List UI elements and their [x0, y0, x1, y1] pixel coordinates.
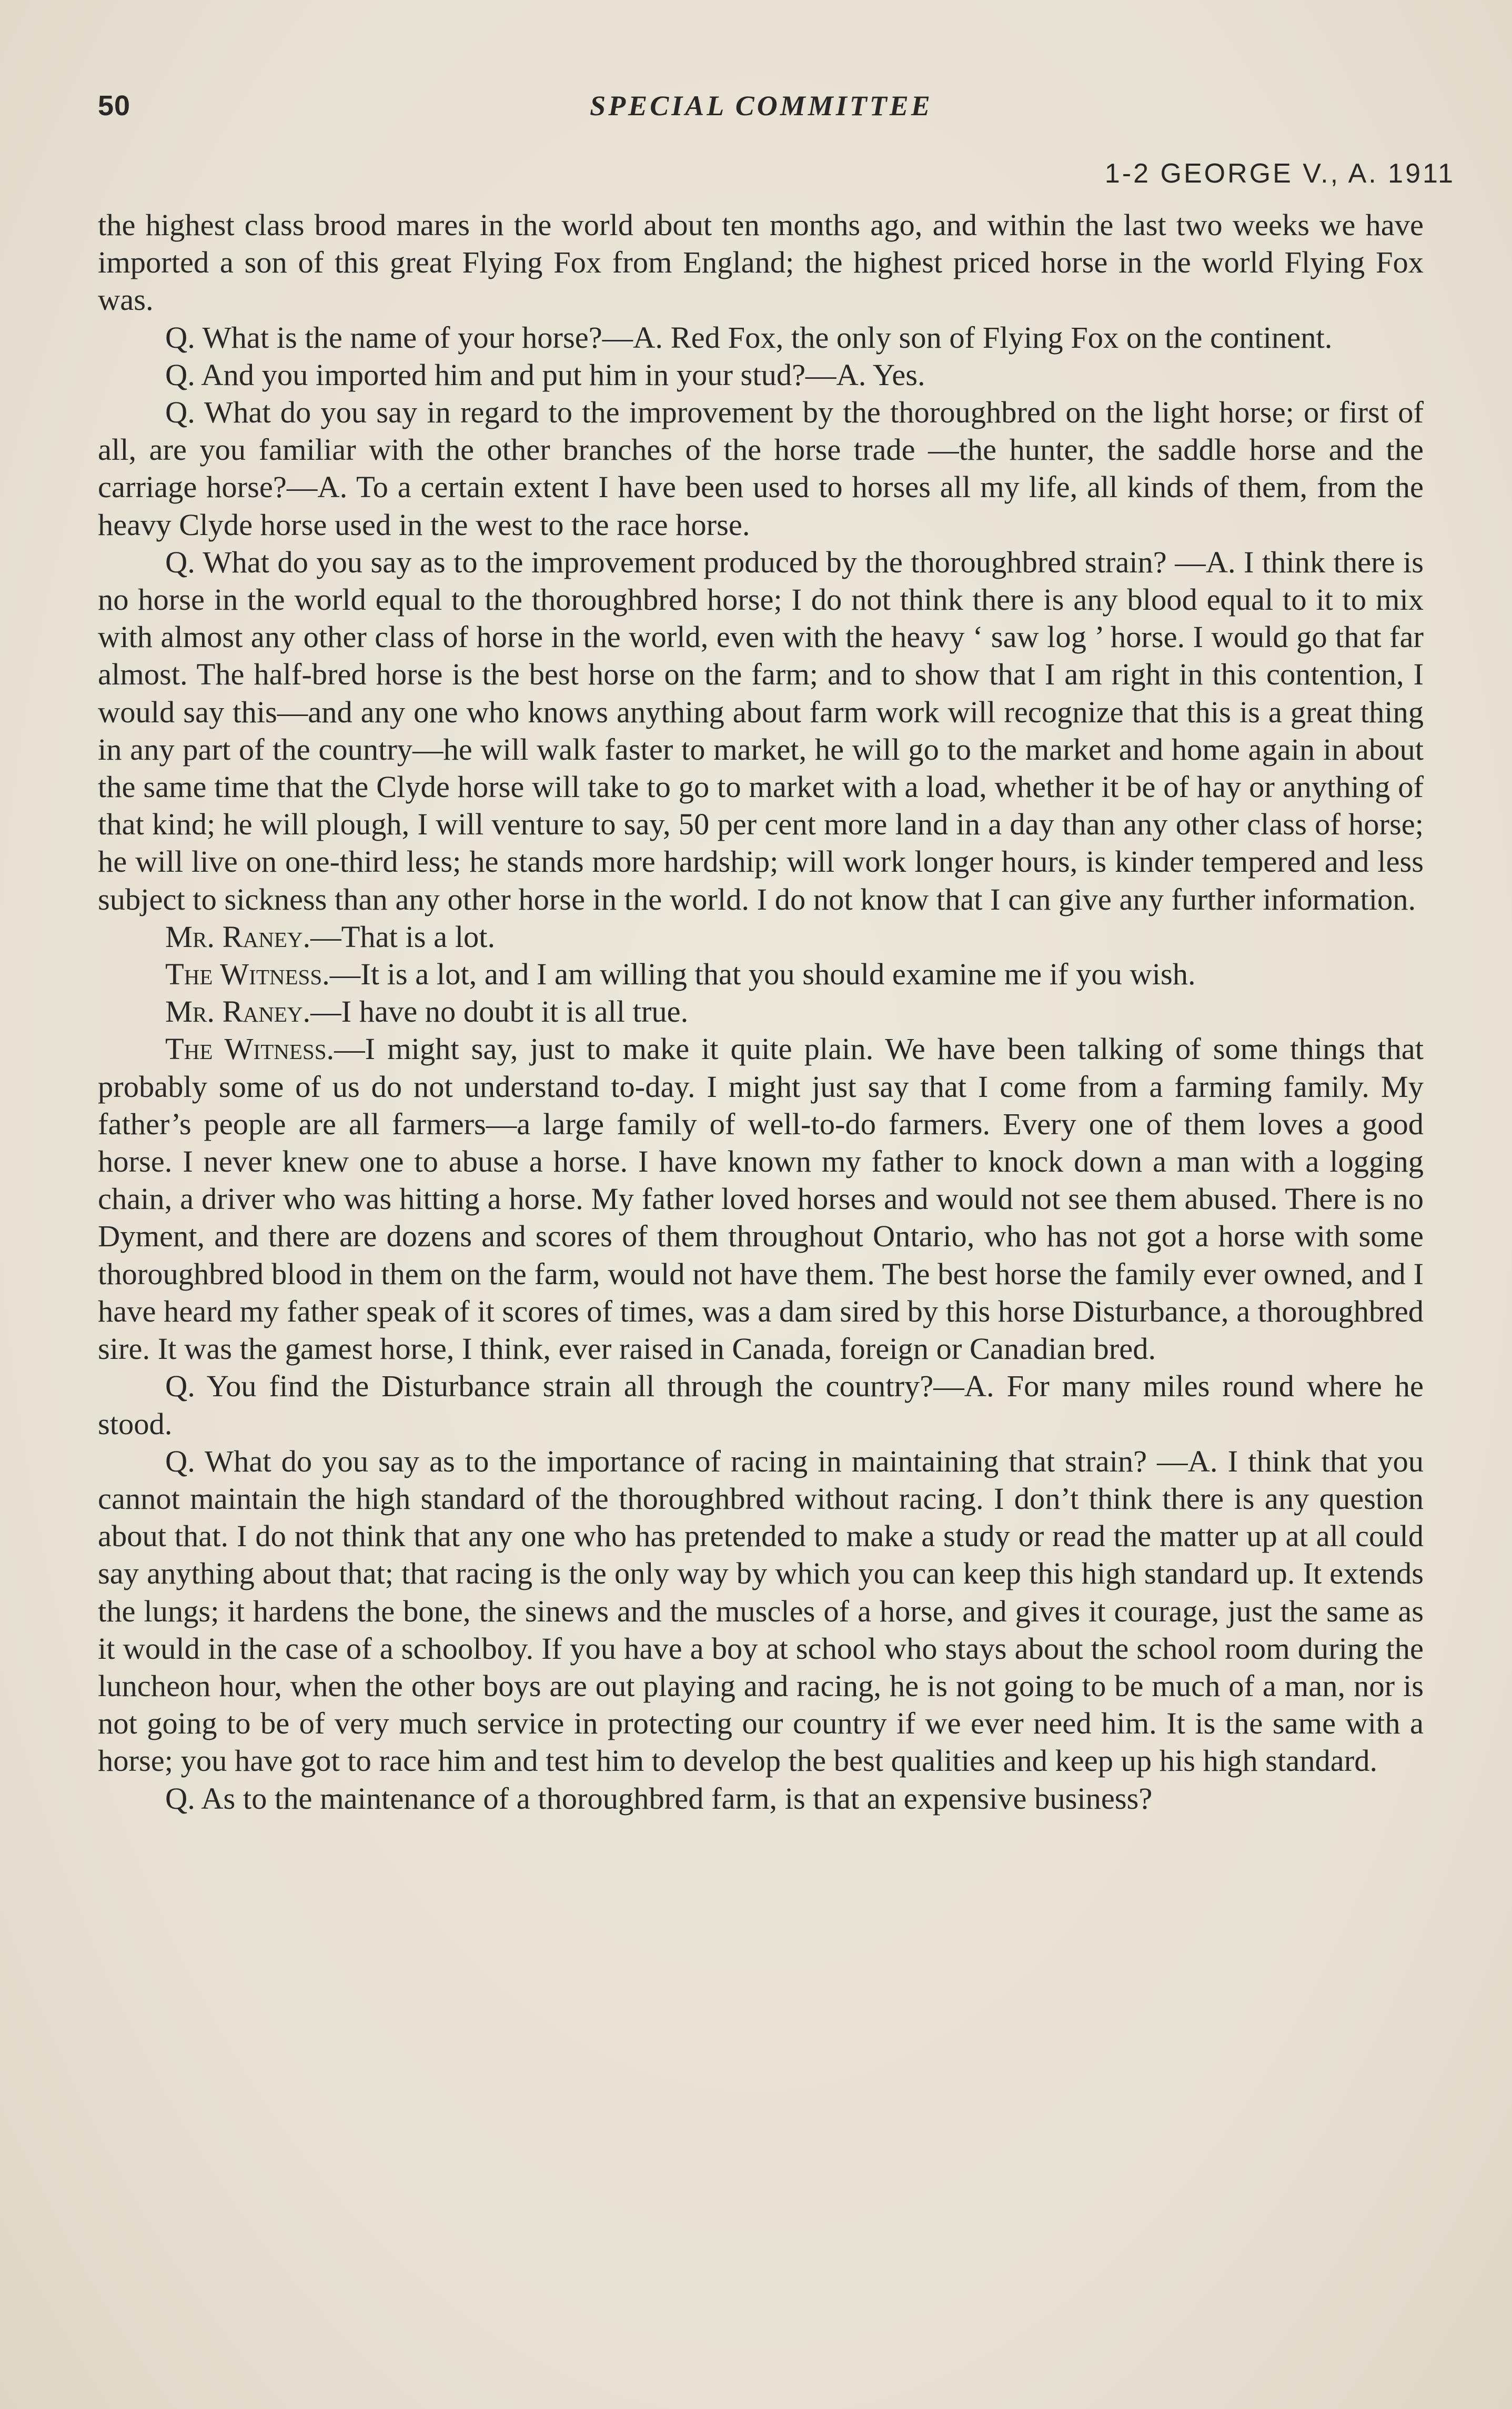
paragraph	[98, 206, 1424, 319]
speaker-name: The Witness.	[165, 1032, 335, 1066]
paragraph	[98, 543, 1424, 918]
paragraph-text: Q. What do you say as to the improvement produced by the thoroughbred strain? —A. I think there is no horse in the world equal to the thoroughbred horse; I do not think there is any blood equal to it to mix with almost any other class of horse in the world, even with the heavy ‘ saw log ’ horse. I would go that far almost. The half-bred horse is the best horse on the farm; and to show that I am right in this contention, I would say this—and any one who knows anything about farm work will recognize that this is a great thing in any part of the country—he will walk faster to market, he will go to the market and home again in about the same time that the Clyde horse will take to go to market with a load, whether it be of hay or anything of that kind; he will plough, I will venture to say, 50 per cent more land in a day than any other class of horse; he will live on one-third less; he stands more hardship; will work longer hours, is kinder tempered and less subject to sickness than any other horse in the world. I do not know that I can give any further information.	[98, 545, 1424, 916]
speaker-name: The Witness.	[165, 957, 330, 992]
paragraph	[98, 1780, 1424, 1817]
paragraph-text: —That is a lot.	[310, 919, 496, 954]
paragraph-text: —I have no doubt it is all true.	[310, 994, 689, 1029]
paragraph	[98, 993, 1424, 1030]
paragraph	[98, 1443, 1424, 1780]
paragraph-text: Q. What do you say as to the importance of racing in maintaining that strain? —A. I think that you cannot maintain the high standard of the thoroughbred without racing. I don’t think there is any question about that. I do not think that any one who has pretended to make a study or read the matter up at all could say anything about that; that racing is the only way by which you can keep this high standard up. It extends the lungs; it hardens the bone, the sinews and the muscles of a horse, and gives it courage, just the same as it would in the case of a schoolboy. If you have a boy at school who stays about the school room during the luncheon hour, when the other boys are out playing and racing, he is not going to be much of a man, nor is not going to be of very much service in protecting our country if we ever need him. It is the same with a horse; you have got to race him and test him to develop the best qualities and keep up his high standard.	[98, 1444, 1424, 1778]
paragraph-text: —I might say, just to make it quite plain. We have been talking of some things that probably some of us do not understand to-day. I might just say that I come from a farming family. My father’s people are all farmers—a large family of well-to-do farmers. Every one of them loves a good horse. I never knew one to abuse a horse. I have known my father to knock down a man with a logging chain, a driver who was hitting a horse. My father loved horses and would not see them abused. There is no Dyment, and there are dozens and scores of them throughout Ontario, who has not got a horse with some thoroughbred blood in them on the farm, would not have them. The best horse the family ever owned, and I have heard my father speak of it scores of times, was a dam sired by this horse Disturbance, a thoroughbred sire. It was the gamest horse, I think, ever raised in Canada, foreign or Canadian bred.	[98, 1032, 1424, 1366]
speaker-name: Mr. Raney.	[165, 919, 311, 954]
paragraph-text: Q. As to the maintenance of a thoroughbred farm, is that an expensive business?	[165, 1781, 1153, 1816]
page-header	[98, 89, 1425, 132]
paragraph	[98, 918, 1424, 955]
paragraph	[98, 394, 1424, 543]
paragraph	[98, 319, 1424, 356]
paragraph	[98, 1030, 1424, 1367]
paragraph	[98, 955, 1424, 993]
paragraph-text: the highest class brood mares in the world about ten months ago, and within the last two weeks we have imported a son of this great Flying Fox from England; the highest priced horse in the world Flying Fox was.	[98, 208, 1424, 317]
paragraph	[98, 356, 1424, 394]
paragraph-text: Q. You find the Disturbance strain all through the country?—A. For many miles round where he stood.	[98, 1369, 1424, 1441]
body-text	[98, 206, 1424, 1817]
paragraph-text: Q. And you imported him and put him in your stud?—A. Yes.	[165, 357, 925, 392]
speaker-name: Mr. Raney.	[165, 994, 311, 1029]
running-title: SPECIAL COMMITTEE	[590, 90, 933, 122]
paragraph	[98, 1367, 1424, 1442]
session-reference: 1-2 GEORGE V., A. 1911	[1104, 158, 1455, 189]
paragraph-text: —It is a lot, and I am willing that you should examine me if you wish.	[329, 957, 1196, 992]
paragraph-text: Q. What is the name of your horse?—A. Red Fox, the only son of Flying Fox on the continent.	[165, 320, 1333, 355]
page-number: 50	[98, 90, 131, 122]
paragraph-text: Q. What do you say in regard to the improvement by the thoroughbred on the light horse; or first of all, are you familiar with the other branches of the horse trade —the hunter, the saddle horse and the carriage horse?—A. To a certain extent I have been used to horses all my life, all kinds of them, from the heavy Clyde horse used in the west to the race horse.	[98, 395, 1424, 542]
